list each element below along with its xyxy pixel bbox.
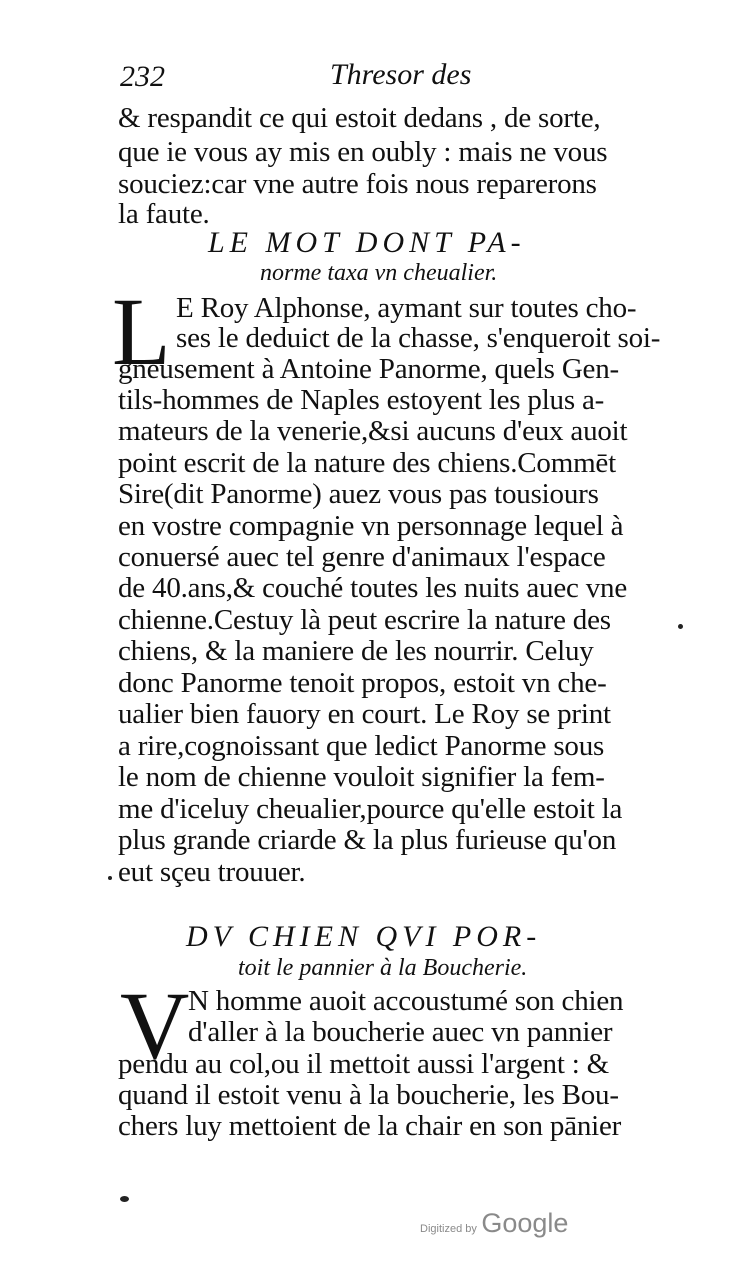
- text-line: chiens, & la maniere de les nourrir. Celuy: [118, 635, 594, 667]
- drop-cap: V: [120, 972, 190, 1079]
- text-line: que ie vous ay mis en oubly : mais ne vous: [118, 136, 608, 168]
- section-heading: DV CHIEN QVI POR-: [186, 920, 542, 953]
- text-line: d'aller à la boucherie auec vn pannier: [188, 1016, 613, 1048]
- text-line: pendu au col,ou il mettoit aussi l'argent : &: [118, 1048, 610, 1080]
- text-line: E Roy Alphonse, aymant sur toutes cho-: [176, 292, 637, 324]
- text-line: souciez:car vne autre fois nous reparerons: [118, 168, 597, 200]
- ink-speck: [120, 1196, 129, 1202]
- text-line: ualier bien fauory en court. Le Roy se print: [118, 698, 611, 730]
- ink-speck: [678, 624, 683, 629]
- text-line: plus grande criarde & la plus furieuse qu'on: [118, 824, 617, 856]
- text-line: gneusement à Antoine Panorme, quels Gen-: [118, 353, 619, 385]
- text-line: point escrit de la nature des chiens.Commēt: [118, 447, 616, 479]
- page-number: 232: [120, 60, 165, 93]
- google-logo: Google: [481, 1208, 569, 1238]
- text-line: eut sçeu trouuer.: [118, 856, 306, 888]
- text-line: mateurs de la venerie,&si aucuns d'eux auoit: [118, 415, 628, 447]
- text-line: quand il estoit venu à la boucherie, les Bou-: [118, 1079, 619, 1111]
- text-line: ses le deduict de la chasse, s'enqueroit soi-: [176, 322, 661, 354]
- text-line: chers luy mettoient de la chair en son pānier: [118, 1110, 622, 1142]
- text-line: en vostre compagnie vn personnage lequel à: [118, 510, 624, 542]
- text-line: tils-hommes de Naples estoyent les plus a-: [118, 384, 605, 416]
- text-line: N homme auoit accoustumé son chien: [188, 985, 624, 1017]
- running-head: [120, 60, 640, 100]
- running-title: Thresor des: [330, 58, 472, 91]
- text-line: Sire(dit Panorme) auez vous pas tousiours: [118, 478, 599, 510]
- watermark-prefix: Digitized by: [420, 1223, 477, 1235]
- text-line: a rire,cognoissant que ledict Panorme sous: [118, 730, 605, 762]
- text-line: chienne.Cestuy là peut escrire la nature des: [118, 604, 611, 636]
- section-subheading: toit le pannier à la Boucherie.: [238, 955, 528, 981]
- text-line: & respandit ce qui estoit dedans , de sorte,: [118, 102, 601, 134]
- section-heading: LE MOT DONT PA-: [208, 226, 526, 259]
- text-line: de 40.ans,& couché toutes les nuits auec vne: [118, 572, 628, 604]
- text-line: donc Panorme tenoit propos, estoit vn che-: [118, 667, 607, 699]
- text-line: conuersé auec tel genre d'animaux l'espace: [118, 541, 606, 573]
- drop-cap: L: [112, 278, 171, 385]
- ink-speck: [108, 876, 112, 880]
- text-line: me d'iceluy cheualier,pource qu'elle estoit la: [118, 793, 623, 825]
- section-subheading: norme taxa vn cheualier.: [260, 260, 498, 286]
- text-line: le nom de chienne vouloit signifier la fem-: [118, 761, 605, 793]
- text-line: la faute.: [118, 198, 210, 230]
- digitized-watermark: [420, 1208, 568, 1239]
